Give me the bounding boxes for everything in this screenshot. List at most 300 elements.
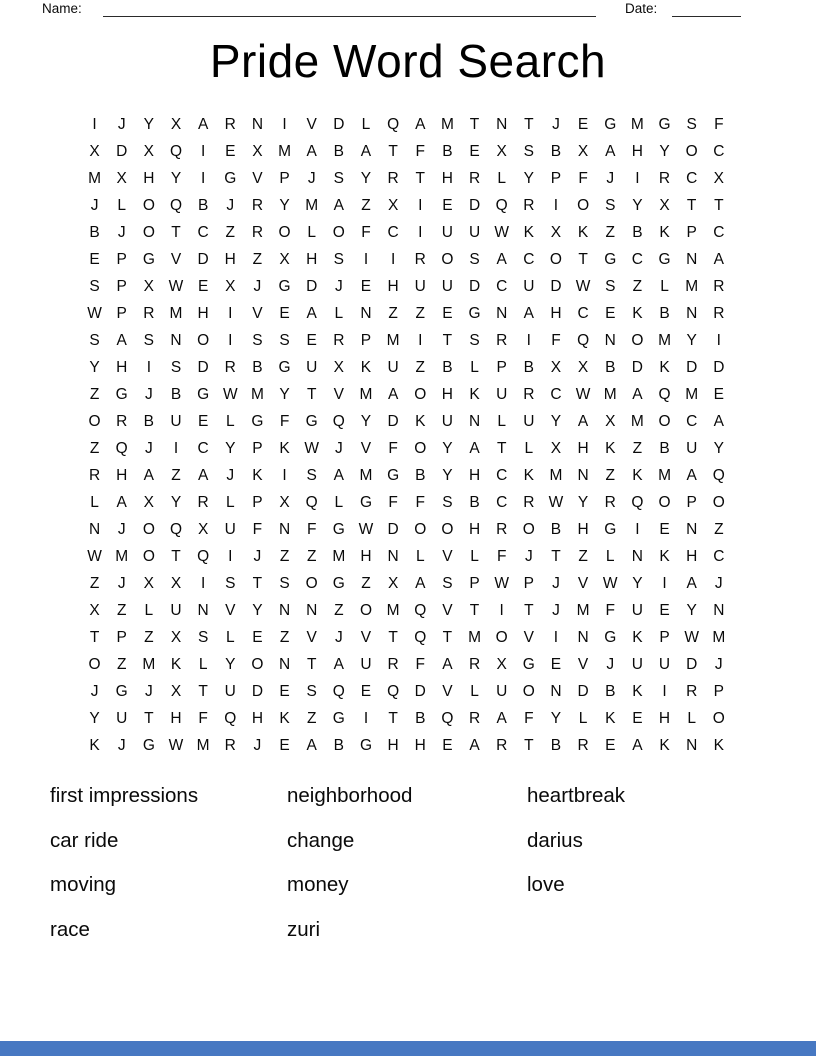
grid-cell: D	[333, 115, 345, 133]
grid-cell: Q	[387, 682, 400, 700]
grid-cell: Y	[360, 412, 372, 430]
grid-cell: M	[278, 142, 292, 160]
grid-cell: C	[577, 304, 589, 322]
grid-cell: M	[305, 196, 319, 214]
grid-cell: Z	[415, 304, 425, 322]
grid-cell: A	[197, 115, 209, 133]
grid-cell: W	[222, 385, 238, 403]
grid-cell: E	[550, 655, 562, 673]
grid-cell: T	[551, 547, 561, 565]
grid-cell: Y	[442, 439, 453, 457]
grid-cell: R	[333, 331, 345, 349]
grid-cell: M	[630, 412, 644, 430]
grid-cell: O	[278, 223, 291, 241]
grid-cell: A	[415, 574, 426, 592]
grid-cell: E	[279, 736, 290, 754]
grid-cell: O	[359, 601, 372, 619]
grid-cell: T	[388, 709, 398, 727]
grid-cell: A	[197, 466, 209, 484]
grid-cell: O	[142, 223, 155, 241]
grid-cell: W	[87, 547, 102, 565]
grid-cell: V	[252, 304, 263, 322]
grid-cell: C	[496, 493, 508, 511]
grid-cell: I	[553, 196, 559, 214]
grid-cell: D	[577, 682, 589, 700]
grid-cell: R	[116, 412, 128, 430]
grid-row	[81, 489, 732, 516]
grid-cell: H	[116, 358, 128, 376]
grid-cell: R	[224, 736, 236, 754]
grid-cell: K	[659, 223, 670, 241]
grid-cell: F	[252, 520, 263, 538]
grid-cell: H	[414, 736, 426, 754]
grid-cell: Y	[170, 169, 182, 187]
grid-cell: T	[714, 196, 724, 214]
grid-cell: N	[251, 115, 264, 133]
grid-cell: D	[713, 358, 725, 376]
grid-cell: W	[168, 277, 184, 295]
grid-cell: H	[306, 250, 318, 268]
grid-cell: G	[278, 358, 291, 376]
grid-cell: L	[470, 682, 479, 700]
grid-cell: P	[116, 250, 127, 268]
grid-cell: K	[89, 736, 100, 754]
grid-cell: Z	[89, 574, 100, 592]
grid-cell: C	[550, 385, 562, 403]
grid-cell: X	[550, 439, 562, 457]
grid-cell: O	[712, 709, 725, 727]
grid-cell: T	[388, 142, 398, 160]
grid-cell: Y	[632, 574, 643, 592]
grid-cell: L	[334, 304, 344, 322]
grid-cell: G	[604, 250, 617, 268]
grid-cell: A	[306, 304, 317, 322]
grid-cell: C	[686, 169, 698, 187]
grid-cell: B	[605, 358, 616, 376]
grid-cell: L	[307, 223, 316, 241]
grid-cell: P	[252, 493, 263, 511]
grid-cell: R	[686, 682, 698, 700]
grid-cell: A	[523, 304, 534, 322]
grid-cell: O	[88, 412, 101, 430]
grid-cell: Z	[116, 601, 127, 619]
grid-cell: O	[522, 520, 535, 538]
grid-cell: W	[575, 385, 591, 403]
grid-cell: U	[360, 655, 372, 673]
grid-cell: D	[197, 358, 209, 376]
grid-cell: Y	[279, 196, 290, 214]
grid-cell: P	[360, 331, 372, 349]
grid-cell: R	[713, 277, 725, 295]
grid-row	[81, 651, 732, 678]
grid-cell: V	[577, 655, 589, 673]
grid-cell: L	[497, 412, 506, 430]
grid-cell: H	[224, 250, 236, 268]
grid-cell: J	[253, 277, 262, 295]
word-list-column-3	[527, 779, 625, 913]
word-list-item: first impressions	[50, 784, 199, 807]
grid-cell: Q	[332, 682, 345, 700]
grid-cell: N	[631, 547, 643, 565]
grid-cell: R	[224, 115, 236, 133]
grid-cell: H	[116, 466, 128, 484]
grid-cell: Z	[605, 223, 615, 241]
grid-cell: I	[146, 358, 151, 376]
grid-cell: R	[251, 223, 264, 241]
grid-row	[81, 138, 732, 165]
grid-cell: Y	[523, 169, 534, 187]
grid-cell: T	[469, 601, 480, 619]
grid-cell: G	[142, 250, 155, 268]
grid-cell: B	[415, 466, 426, 484]
grid-cell: S	[225, 574, 236, 592]
grid-cell: X	[279, 493, 290, 511]
grid-cell: K	[659, 736, 670, 754]
grid-cell: M	[576, 601, 590, 619]
grid-cell: A	[469, 439, 480, 457]
grid-cell: J	[524, 547, 533, 565]
grid-cell: W	[548, 493, 564, 511]
grid-cell: S	[143, 331, 155, 349]
grid-cell: X	[577, 358, 589, 376]
grid-cell: P	[523, 574, 534, 592]
word-list-item: zuri	[287, 917, 321, 941]
grid-cell: R	[387, 169, 399, 187]
grid-cell: O	[685, 142, 698, 160]
grid-row	[81, 516, 732, 543]
grid-cell: K	[415, 412, 426, 430]
grid-cell: B	[197, 196, 209, 214]
word-list-item: car ride	[50, 828, 119, 852]
grid-cell: M	[169, 304, 183, 322]
grid-cell: K	[523, 466, 534, 484]
grid-cell: D	[306, 277, 318, 295]
grid-cell: T	[388, 628, 398, 646]
word-list-column-1	[50, 779, 198, 957]
grid-cell: T	[578, 250, 588, 268]
grid-cell: I	[228, 304, 233, 322]
grid-row	[81, 678, 732, 705]
grid-cell: X	[550, 223, 562, 241]
grid-cell: Y	[279, 385, 290, 403]
grid-cell: A	[713, 250, 724, 268]
grid-cell: Y	[252, 601, 263, 619]
grid-cell: T	[89, 628, 100, 646]
grid-cell: E	[605, 736, 616, 754]
grid-cell: X	[496, 142, 507, 160]
word-list-item: money	[287, 873, 349, 896]
grid-cell: R	[496, 520, 508, 538]
grid-cell: R	[604, 493, 616, 511]
grid-cell: O	[197, 331, 210, 349]
grid-cell: U	[414, 277, 426, 295]
grid-cell: T	[252, 574, 263, 592]
grid-cell: Y	[686, 601, 697, 619]
grid-cell: S	[469, 331, 480, 349]
grid-cell: P	[659, 628, 670, 646]
grid-cell: F	[578, 169, 588, 187]
grid-cell: X	[496, 655, 507, 673]
date-label: Date:	[625, 1, 658, 16]
grid-cell: P	[279, 169, 290, 187]
grid-cell: X	[170, 682, 182, 700]
grid-cell: K	[469, 385, 480, 403]
grid-cell: K	[605, 439, 616, 457]
grid-cell: C	[197, 223, 209, 241]
grid-cell: S	[306, 682, 317, 700]
grid-cell: E	[605, 304, 616, 322]
grid-cell: D	[686, 655, 698, 673]
grid-cell: L	[361, 115, 371, 133]
grid-cell: A	[333, 655, 344, 673]
grid-cell: K	[523, 223, 534, 241]
grid-cell: L	[415, 547, 425, 565]
grid-cell: Z	[388, 304, 398, 322]
grid-cell: K	[713, 736, 724, 754]
grid-cell: O	[414, 439, 427, 457]
grid-cell: R	[88, 466, 101, 484]
grid-cell: H	[468, 520, 481, 538]
grid-cell: J	[606, 169, 615, 187]
grid-cell: X	[713, 169, 724, 187]
grid-cell: C	[713, 142, 725, 160]
grid-cell: W	[494, 223, 509, 241]
grid-cell: P	[252, 439, 263, 457]
grid-cell: O	[88, 655, 101, 673]
grid-row	[81, 300, 732, 327]
page-title: Pride Word Search	[209, 35, 607, 87]
grid-cell: X	[143, 142, 155, 160]
grid-cell: Z	[306, 709, 317, 727]
grid-cell: M	[386, 331, 400, 349]
grid-cell: T	[306, 655, 317, 673]
grid-cell: B	[523, 358, 534, 376]
grid-cell: E	[360, 277, 372, 295]
grid-cell: D	[116, 142, 128, 160]
grid-cell: X	[143, 493, 155, 511]
grid-cell: X	[387, 196, 399, 214]
grid-cell: O	[251, 655, 264, 673]
grid-cell: Z	[116, 655, 127, 673]
grid-cell: T	[415, 169, 425, 187]
grid-cell: F	[198, 709, 208, 727]
grid-cell: A	[632, 736, 643, 754]
grid-cell: U	[468, 223, 481, 241]
grid-cell: G	[359, 736, 372, 754]
word-list-item: darius	[527, 828, 583, 852]
grid-cell: Z	[89, 385, 100, 403]
grid-cell: R	[658, 169, 671, 187]
grid-cell: J	[552, 574, 560, 592]
grid-cell: I	[363, 709, 369, 727]
grid-cell: S	[89, 277, 100, 295]
grid-cell: A	[306, 142, 317, 160]
grid-cell: M	[712, 628, 726, 646]
grid-cell: A	[387, 385, 399, 403]
grid-cell: B	[632, 223, 643, 241]
grid-cell: Z	[361, 574, 371, 592]
grid-cell: J	[334, 439, 343, 457]
grid-cell: L	[578, 709, 588, 727]
grid-cell: O	[577, 196, 590, 214]
grid-cell: I	[635, 169, 640, 187]
grid-cell: J	[253, 736, 262, 754]
grid-cell: F	[714, 115, 724, 133]
grid-cell: G	[115, 385, 128, 403]
grid-cell: X	[143, 574, 155, 592]
grid-cell: G	[142, 736, 155, 754]
grid-cell: J	[253, 547, 262, 565]
grid-cell: Z	[171, 466, 181, 484]
grid-cell: G	[658, 115, 671, 133]
grid-cell: X	[659, 196, 670, 214]
grid-cell: Z	[334, 601, 344, 619]
grid-cell: G	[251, 412, 264, 430]
grid-cell: K	[659, 358, 670, 376]
grid-cell: U	[224, 682, 236, 700]
grid-row	[81, 570, 732, 597]
footer-accent-bar	[0, 1041, 816, 1056]
grid-cell: E	[360, 682, 372, 700]
grid-cell: A	[306, 736, 317, 754]
grid-cell: Z	[632, 439, 643, 457]
grid-cell: B	[550, 142, 562, 160]
grid-cell: I	[92, 115, 97, 133]
grid-cell: Z	[578, 547, 588, 565]
grid-cell: S	[333, 169, 344, 187]
grid-cell: X	[116, 169, 127, 187]
grid-cell: Z	[279, 547, 290, 565]
grid-cell: J	[144, 682, 153, 700]
grid-cell: C	[686, 412, 698, 430]
grid-cell: W	[87, 304, 102, 322]
grid-cell: K	[279, 709, 290, 727]
grid-cell: C	[523, 250, 535, 268]
grid-cell: Q	[712, 466, 725, 484]
grid-cell: D	[414, 682, 426, 700]
grid-cell: U	[441, 412, 453, 430]
grid-cell: R	[713, 304, 725, 322]
grid-cell: U	[170, 412, 182, 430]
grid-cell: S	[279, 574, 290, 592]
grid-cell: J	[552, 115, 560, 133]
grid-cell: J	[307, 169, 316, 187]
word-search-grid	[81, 111, 732, 759]
grid-cell: L	[660, 277, 669, 295]
grid-cell: M	[685, 385, 699, 403]
word-list-item: race	[50, 917, 90, 941]
grid-cell: O	[549, 250, 562, 268]
grid-cell: H	[387, 277, 399, 295]
grid-cell: D	[550, 277, 562, 295]
grid-cell: U	[116, 709, 128, 727]
grid-cell: X	[225, 277, 236, 295]
grid-cell: E	[442, 736, 453, 754]
grid-cell: N	[496, 115, 508, 133]
grid-row	[81, 354, 732, 381]
grid-cell: E	[442, 304, 453, 322]
grid-cell: Y	[632, 196, 643, 214]
grid-cell: K	[632, 304, 643, 322]
grid-cell: V	[170, 250, 182, 268]
grid-cell: B	[605, 682, 616, 700]
grid-cell: F	[605, 601, 615, 619]
grid-row	[81, 543, 732, 570]
grid-cell: A	[143, 466, 155, 484]
grid-cell: M	[359, 385, 373, 403]
grid-cell: O	[495, 628, 508, 646]
grid-cell: A	[496, 250, 507, 268]
grid-cell: E	[659, 601, 670, 619]
grid-row	[81, 462, 732, 489]
grid-cell: M	[359, 466, 373, 484]
grid-cell: R	[197, 493, 209, 511]
grid-cell: L	[198, 655, 208, 673]
grid-cell: N	[686, 520, 698, 538]
grid-cell: R	[387, 655, 399, 673]
grid-cell: P	[686, 223, 697, 241]
grid-cell: K	[659, 547, 670, 565]
grid-cell: K	[632, 682, 643, 700]
grid-cell: J	[144, 385, 153, 403]
grid-cell: H	[577, 439, 589, 457]
grid-cell: D	[468, 196, 481, 214]
grid-row	[81, 732, 732, 759]
grid-cell: X	[279, 250, 290, 268]
grid-row	[81, 219, 732, 246]
grid-cell: U	[306, 358, 318, 376]
grid-cell: U	[496, 682, 508, 700]
grid-cell: N	[197, 601, 209, 619]
grid-cell: S	[306, 466, 317, 484]
grid-cell: X	[170, 628, 182, 646]
grid-cell: T	[524, 115, 534, 133]
grid-cell: X	[170, 115, 182, 133]
grid-cell: K	[632, 466, 643, 484]
grid-cell: E	[89, 250, 100, 268]
grid-cell: A	[577, 412, 589, 430]
grid-cell: B	[252, 358, 263, 376]
grid-cell: Q	[197, 547, 210, 565]
grid-cell: L	[225, 493, 235, 511]
grid-cell: H	[658, 709, 671, 727]
grid-cell: H	[686, 547, 698, 565]
grid-cell: D	[387, 520, 399, 538]
grid-cell: S	[197, 628, 209, 646]
grid-cell: H	[441, 169, 453, 187]
grid-cell: N	[387, 547, 399, 565]
grid-cell: O	[414, 520, 427, 538]
grid-cell: T	[442, 331, 453, 349]
grid-cell: L	[144, 601, 154, 619]
grid-cell: S	[523, 142, 534, 160]
word-list-item: change	[287, 828, 355, 852]
grid-cell: A	[333, 196, 344, 214]
grid-row	[81, 111, 732, 138]
grid-cell: I	[228, 331, 233, 349]
grid-cell: X	[170, 574, 182, 592]
grid-cell: O	[441, 520, 454, 538]
grid-cell: T	[442, 628, 453, 646]
grid-cell: Y	[659, 142, 670, 160]
grid-cell: N	[604, 331, 616, 349]
grid-cell: P	[116, 277, 127, 295]
grid-row	[81, 705, 732, 732]
grid-cell: F	[415, 493, 425, 511]
grid-cell: Z	[415, 358, 425, 376]
grid-cell: Q	[305, 493, 318, 511]
grid-cell: N	[577, 466, 589, 484]
